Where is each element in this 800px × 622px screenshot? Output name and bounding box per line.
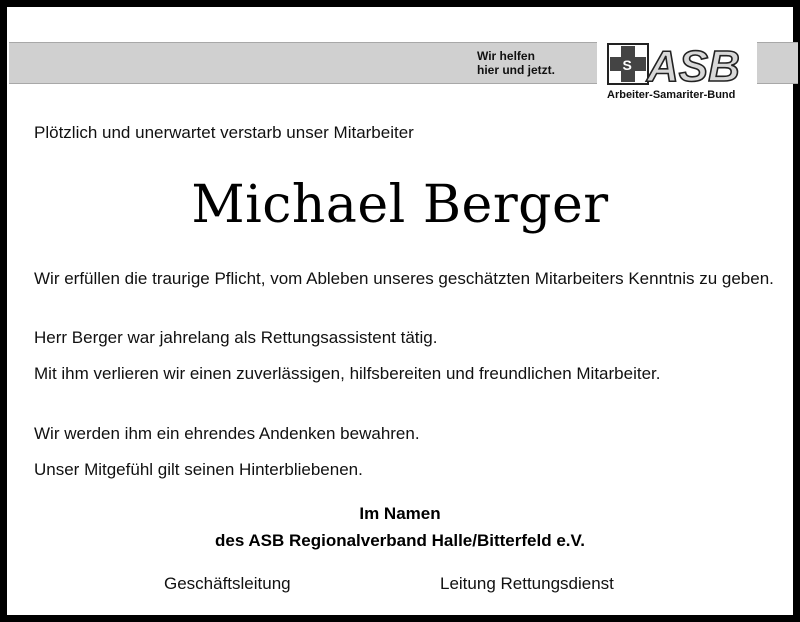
paragraph-condolence: Unser Mitgefühl gilt seinen Hinterbliebenen.	[34, 460, 363, 479]
logo-wordmark: ASB	[647, 42, 740, 89]
paragraph-memory: Wir werden ihm ein ehrendes Andenken bewahren.	[34, 424, 420, 443]
tagline-line-1: Wir helfen	[477, 49, 535, 63]
signature-organization: des ASB Regionalverband Halle/Bitterfeld e.V.	[214, 531, 585, 550]
asb-tagline	[477, 49, 587, 77]
logo-cross-letter: S	[622, 57, 632, 73]
header-bar-right	[757, 42, 798, 84]
signatory-rescue-service: Leitung Rettungsdienst	[440, 574, 614, 593]
paragraph-loss: Mit ihm verlieren wir einen zuverlässigen, hilfsbereiten und freundlichen Mitarbeiter.	[34, 364, 661, 383]
signatory-management: Geschäftsleitung	[164, 574, 291, 593]
intro-text: Plötzlich und unerwartet verstarb unser Mitarbeiter	[34, 123, 414, 142]
tagline-line-2: hier und jetzt.	[477, 63, 555, 77]
asb-logo	[607, 41, 752, 89]
paragraph-announcement: Wir erfüllen die traurige Pflicht, vom Ableben unseres geschätzten Mitarbeiters Kenntnis zu geben.	[34, 269, 774, 288]
signature-line-1: Im Namen	[359, 504, 441, 523]
paragraph-career: Herr Berger war jahrelang als Rettungsassistent tätig.	[34, 328, 438, 347]
deceased-name: Michael Berger	[191, 175, 609, 235]
logo-subtitle: Arbeiter-Samariter-Bund	[607, 89, 736, 101]
